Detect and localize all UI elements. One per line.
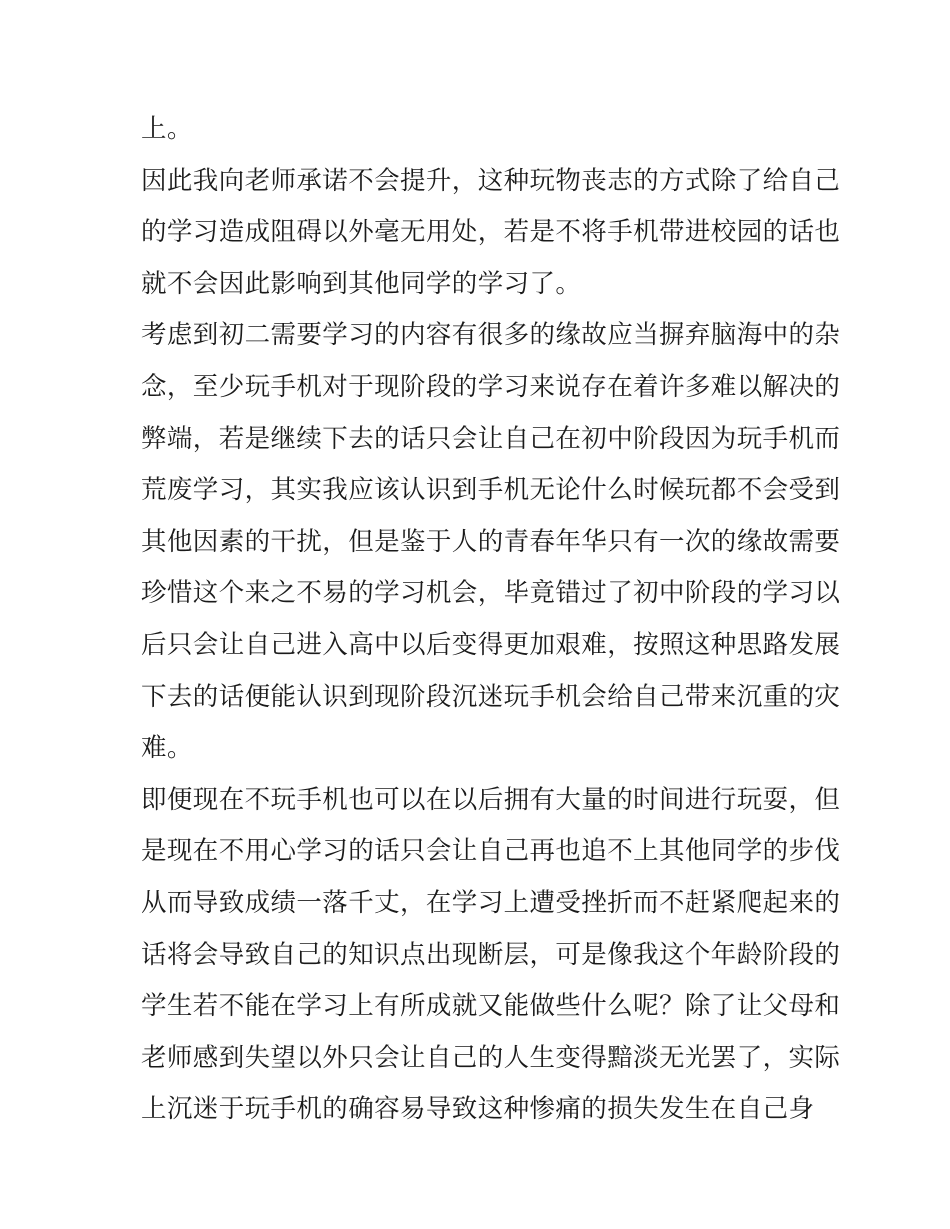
- text-line: 学生若不能在学习上有所成就又能做些什么呢？除了让父母和: [141, 991, 841, 1022]
- text-line: 荒废学习，其实我应该认识到手机无论什么时候玩都不会受到: [141, 475, 841, 506]
- text-line: 难。: [141, 733, 193, 764]
- text-line: 后只会让自己进入高中以后变得更加艰难，按照这种思路发展: [141, 629, 841, 660]
- text-line: 因此我向老师承诺不会提升，这种玩物丧志的方式除了给自己: [141, 165, 841, 196]
- text-line: 珍惜这个来之不易的学习机会，毕竟错过了初中阶段的学习以: [141, 578, 841, 609]
- text-line: 是现在不用心学习的话只会让自己再也追不上其他同学的步伐: [141, 836, 841, 867]
- text-line: 从而导致成绩一落千丈，在学习上遭受挫折而不赶紧爬起来的: [141, 887, 841, 918]
- text-line: 话将会导致自己的知识点出现断层，可是像我这个年龄阶段的: [141, 939, 841, 970]
- text-line: 就不会因此影响到其他同学的学习了。: [141, 268, 582, 299]
- text-line: 的学习造成阻碍以外毫无用处，若是不将手机带进校园的话也: [141, 217, 841, 248]
- text-line: 上沉迷于玩手机的确容易导致这种惨痛的损失发生在自己身: [141, 1094, 815, 1125]
- text-line: 念，至少玩手机对于现阶段的学习来说存在着许多难以解决的: [141, 371, 841, 402]
- text-line: 老师感到失望以外只会让自己的人生变得黯淡无光罢了，实际: [141, 1042, 841, 1073]
- text-line: 下去的话便能认识到现阶段沉迷玩手机会给自己带来沉重的灾: [141, 681, 841, 712]
- text-line: 上。: [141, 114, 193, 144]
- text-line: 其他因素的干扰，但是鉴于人的青春年华只有一次的缘故需要: [141, 526, 841, 557]
- text-line: 弊端，若是继续下去的话只会让自己在初中阶段因为玩手机而: [141, 423, 841, 454]
- text-line: 即便现在不玩手机也可以在以后拥有大量的时间进行玩耍，但: [141, 784, 841, 815]
- text-line: 考虑到初二需要学习的内容有很多的缘故应当摒弃脑海中的杂: [141, 320, 841, 351]
- body-text: [141, 104, 841, 1136]
